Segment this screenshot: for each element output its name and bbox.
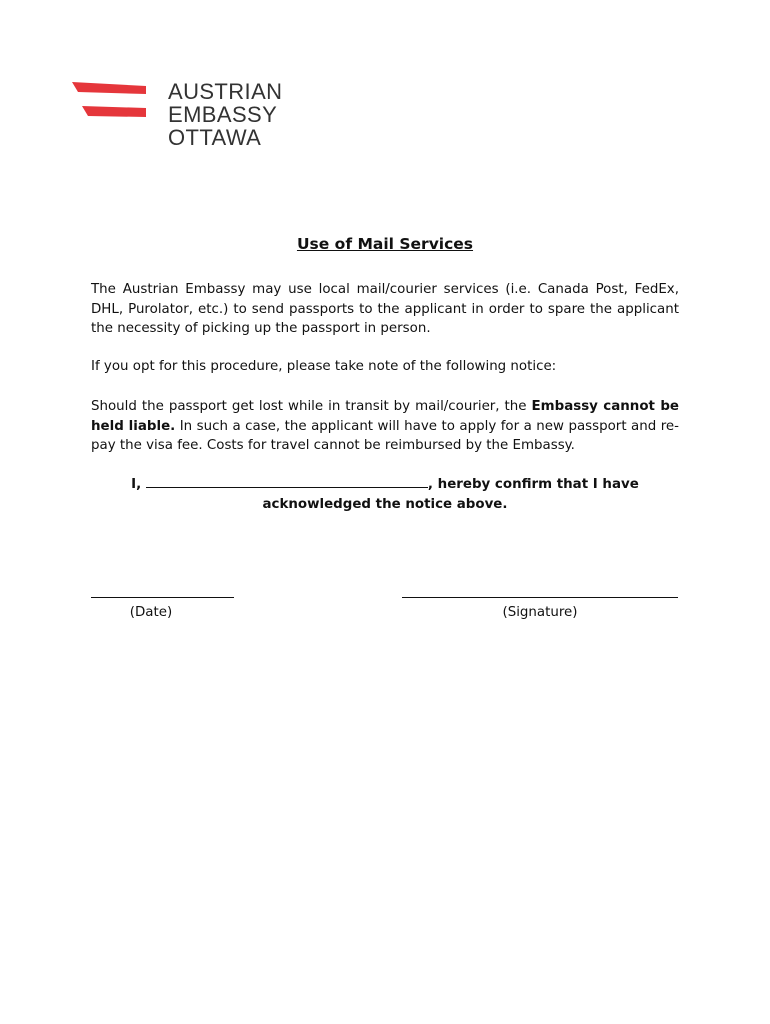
confirmation-line-1 <box>91 474 679 495</box>
logo-line-2: EMBASSY <box>168 102 278 127</box>
liability-text-prefix: Should the passport get lost while in transit by mail/courier, the <box>91 399 532 414</box>
confirmation-statement <box>91 474 679 514</box>
logo-line-3: OTTAWA <box>168 125 262 150</box>
liability-bold-text: Embassy cannot be held liable. <box>91 399 679 434</box>
logo-wordmark <box>168 80 282 149</box>
signature-blank-field[interactable] <box>402 597 678 598</box>
date-caption: (Date) <box>129 605 173 620</box>
document-title: Use of Mail Services <box>296 235 474 253</box>
signature-caption: (Signature) <box>502 605 578 620</box>
confirm-line1-suffix: , hereby confirm that I have <box>427 477 639 492</box>
confirm-prefix: I, <box>131 477 146 492</box>
paragraph-notice-intro: If you opt for this procedure, please take note of the following notice: <box>91 359 557 374</box>
date-blank-field[interactable] <box>91 597 234 598</box>
confirmation-line-2: acknowledged the notice above. <box>262 496 508 512</box>
liability-text-suffix: In such a case, the applicant will have to apply for a new passport and re-pay the visa fee. Costs for travel cannot be reimbursed by the Embassy. <box>91 418 679 453</box>
paragraph-intro: The Austrian Embassy may use local mail/courier services (i.e. Canada Post, FedEx, DHL, Purolator, etc.) to send passports to the applicant in order to spare the applicant the necessity of picking up the passport in person. <box>91 282 679 336</box>
embassy-logo <box>70 80 310 160</box>
name-blank-field[interactable] <box>146 474 428 488</box>
paragraph-liability <box>91 397 679 456</box>
logo-line-1: AUSTRIAN <box>168 79 283 104</box>
austrian-flag-icon <box>70 80 148 122</box>
